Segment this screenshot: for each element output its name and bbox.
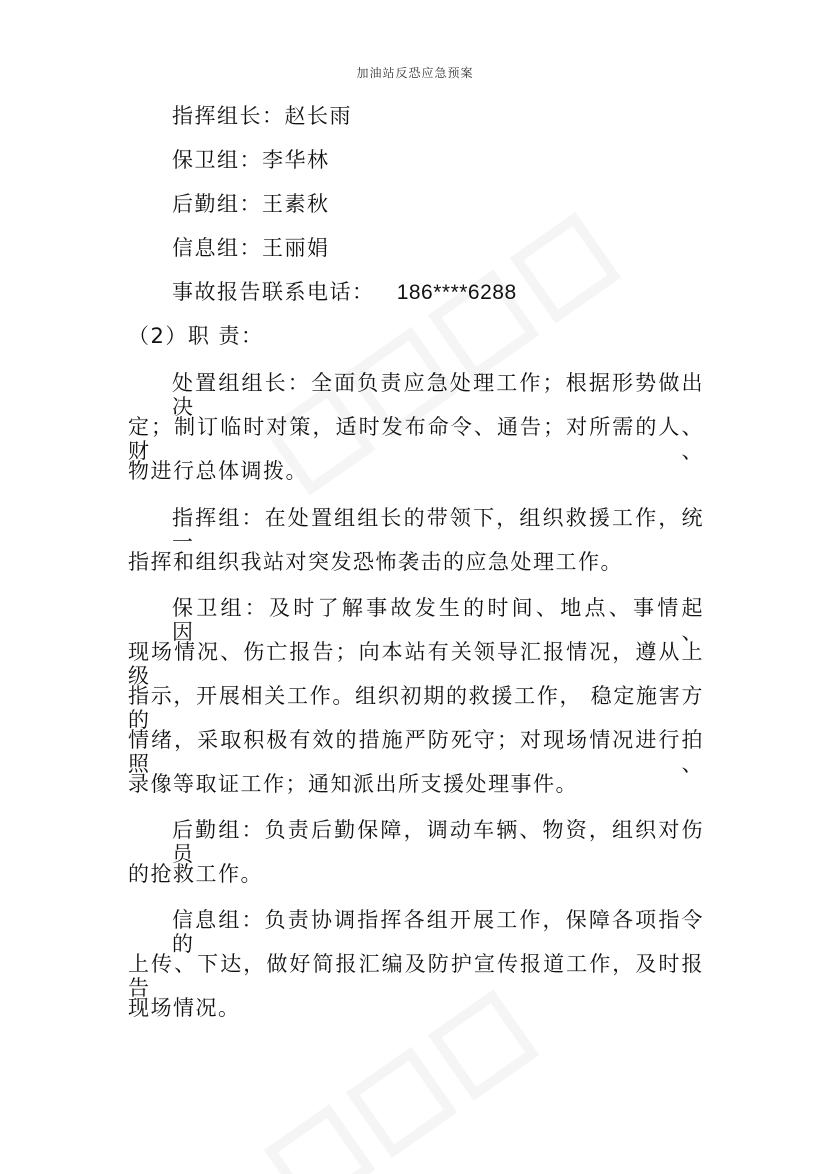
security-group-line: 保卫组：李华林: [172, 148, 330, 172]
running-header: 加油站反恐应急预案: [356, 66, 474, 80]
paragraph-line: 指示，开展相关工作。组织初期的救援工作， 稳定施害方的: [128, 684, 704, 732]
command-leader-line: 指挥组长：赵长雨: [172, 104, 352, 128]
paragraph-line: 的抢救工作。: [128, 862, 263, 886]
paragraph-line: 信息组：负责协调指挥各组开展工作，保障各项指令的: [172, 908, 704, 956]
info-group-line: 信息组：王丽娟: [172, 236, 330, 260]
phone-label: 事故报告联系电话：: [172, 280, 375, 304]
paragraph-line: 情绪，采取积极有效的措施严防死守；对现场情况进行拍照、: [128, 728, 704, 776]
paragraph-line: 指挥和组织我站对突发恐怖袭击的应急处理工作。: [128, 550, 623, 574]
section-heading: （2）职 责：: [128, 324, 264, 348]
paragraph-line: 物进行总体调拨。: [128, 459, 308, 483]
paragraph-line: 处置组组长：全面负责应急处理工作；根据形势做出决: [172, 371, 704, 419]
paragraph-line: 定；制订临时对策，适时发布命令、通告；对所需的人、财、: [128, 415, 704, 463]
paragraph-line: 现场情况、伤亡报告；向本站有关领导汇报情况，遵从上级: [128, 640, 704, 688]
paragraph-line: 现场情况。: [128, 996, 241, 1020]
paragraph-line: 录像等取证工作；通知派出所支援处理事件。: [128, 772, 578, 796]
phone-line: [172, 280, 517, 305]
paragraph-line: 后勤组：负责后勤保障，调动车辆、物资，组织对伤员: [172, 818, 704, 866]
paragraph-line: 保卫组：及时了解事故发生的时间、地点、事情起因、: [172, 596, 704, 644]
phone-number: 186****6288: [396, 281, 517, 304]
logistics-group-line: 后勤组：王素秋: [172, 192, 330, 216]
paragraph-line: 指挥组：在处置组组长的带领下，组织救援工作，统一: [172, 506, 704, 554]
paragraph-line: 上传、下达，做好简报汇编及防护宣传报道工作，及时报告: [128, 952, 704, 1000]
